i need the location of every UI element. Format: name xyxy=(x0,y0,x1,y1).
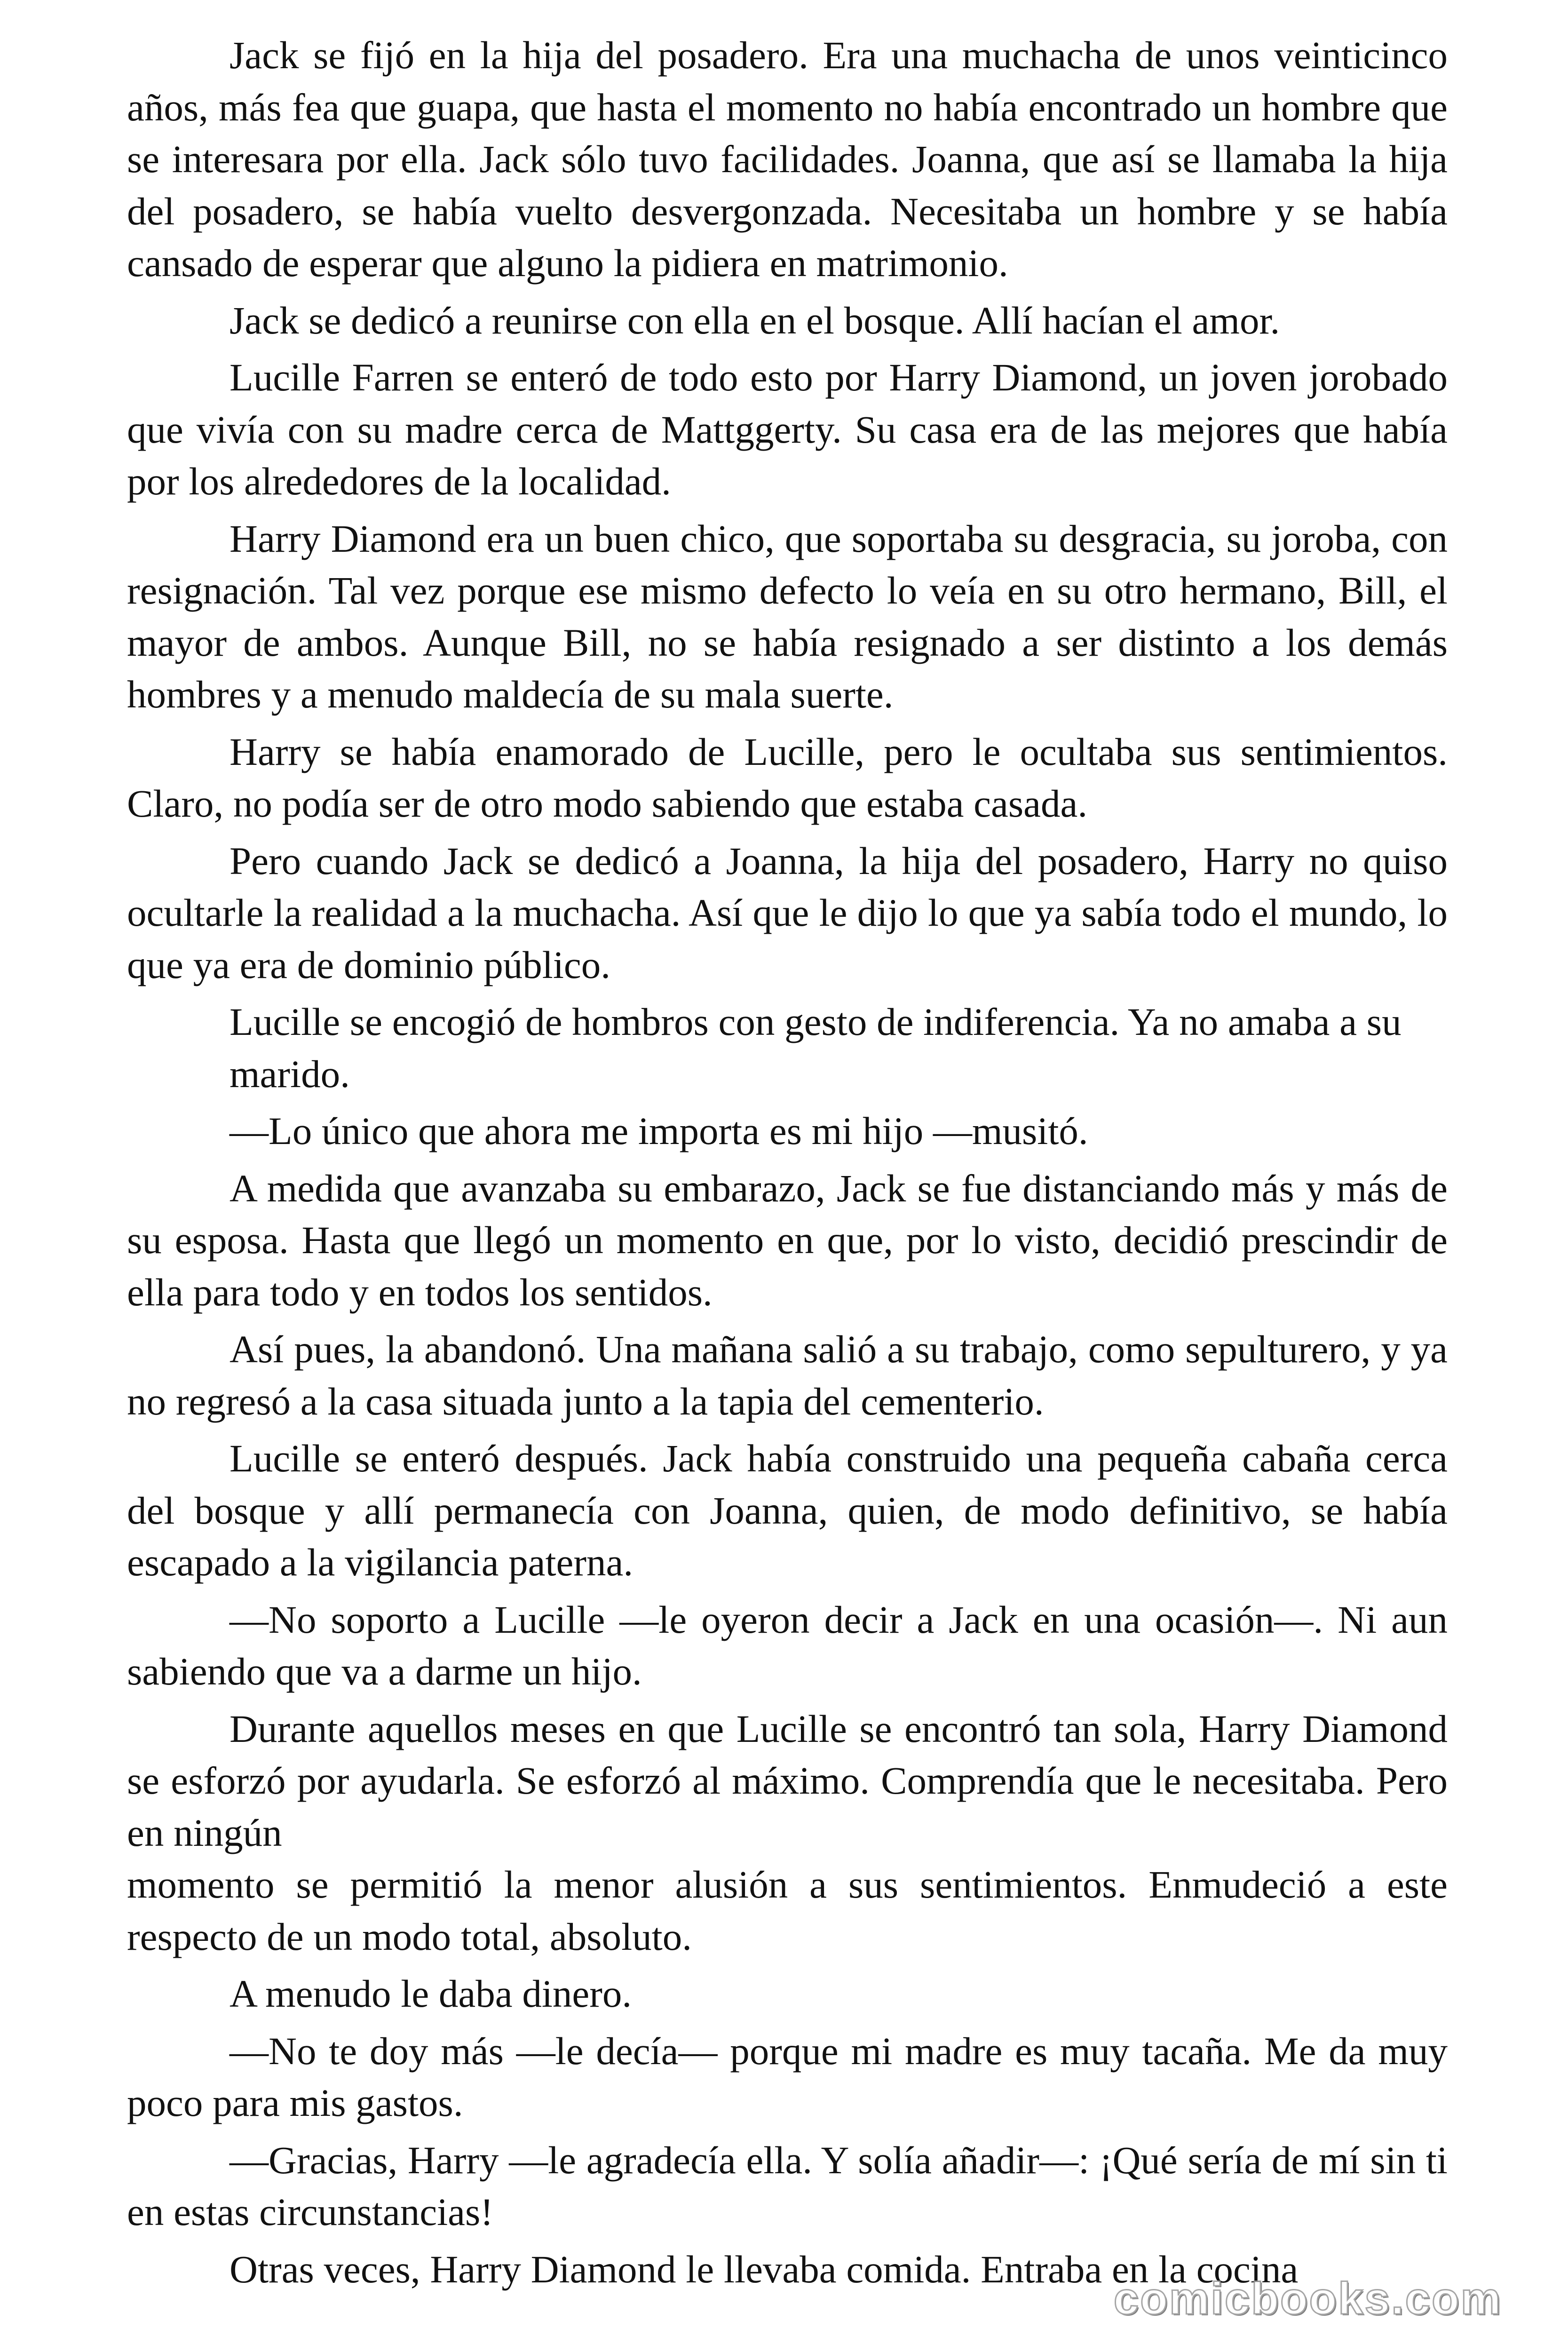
paragraph-harry-diamond-intro: Lucille Farren se enteró de todo esto por Harry Diamond, un joven jorobado que vivía con su madre cerca de Mattggerty. Su casa era de las mejores que había por los alrededores de la localidad. xyxy=(127,356,1448,503)
paragraph-cabana: Lucille se enteró después. Jack había construido una pequeña cabaña cerca del bosque y allí permanecía con Joanna, quien, de modo definitivo, se había escapado a la vigilancia paterna. xyxy=(127,1437,1448,1584)
paragraph-bosque: Jack se dedicó a reunirse con ella en el bosque. Allí hacían el amor. xyxy=(230,298,1280,342)
paragraph-indiferencia: Lucille se encogió de hombros con gesto de indiferencia. Ya no amaba a su marido. xyxy=(230,1000,1402,1096)
dialogue-no-te-doy-mas: —No te doy más —le decía— porque mi madre es muy tacaña. Me da muy poco para mis gastos. xyxy=(127,2029,1448,2124)
paragraph-embarazo: A medida que avanzaba su embarazo, Jack se fue distanciando más y más de su esposa. Hasta que llegó un momento en que, por lo visto, decidió prescindir de ella para todo y en todos los sentidos. xyxy=(127,1166,1448,1314)
dialogue-gracias-harry: —Gracias, Harry —le agradecía ella. Y solía añadir—: ¡Qué sería de mí sin ti en estas circunstancias! xyxy=(127,2138,1448,2233)
paragraph-harry-ayuda-continued: momento se permitió la menor alusión a sus sentimientos. Enmudeció a este respecto de un modo total, absoluto. xyxy=(127,1863,1448,1958)
body-text xyxy=(127,29,1448,2295)
paragraph-joanna-intro: Jack se fijó en la hija del posadero. Era una muchacha de unos veinticinco años, más fea que guapa, que hasta el momento no había encontrado un hombre que se interesara por ella. Jack sólo tuvo facilidades. Joanna, que así se llamaba la hija del posadero, se había vuelto desvergonzada. Necesitaba un hombre y se había cansado de esperar que alguno la pidiera en matrimonio. xyxy=(127,33,1448,285)
paragraph-joroba: Harry Diamond era un buen chico, que soportaba su desgracia, su joroba, con resignación. Tal vez porque ese mismo defecto lo veía en su otro hermano, Bill, el mayor de ambos. Aunque Bill, no se había resignado a ser distinto a los demás hombres y a menudo maldecía de su mala suerte. xyxy=(127,516,1448,716)
watermark-logo: comicbooks.com xyxy=(1113,2273,1502,2324)
dialogue-no-soporto: —No soporto a Lucille —le oyeron decir a Jack en una ocasión—. Ni aun sabiendo que va a darme un hijo. xyxy=(127,1597,1448,1693)
paragraph-harry-ayuda: Durante aquellos meses en que Lucille se encontró tan sola, Harry Diamond se esforzó por ayudarla. Se esforzó al máximo. Comprendía que le necesitaba. Pero en ningún xyxy=(127,1707,1448,1854)
paragraph-dinero: A menudo le daba dinero. xyxy=(230,1972,632,2015)
paragraph-comida: Otras veces, Harry Diamond le llevaba comida. Entraba en la cocina xyxy=(230,2247,1299,2291)
paragraph-abandono: Así pues, la abandonó. Una mañana salió a su trabajo, como sepulturero, y ya no regresó a la casa situada junto a la tapia del cementerio. xyxy=(127,1327,1448,1423)
paragraph-harry-le-dijo: Pero cuando Jack se dedicó a Joanna, la hija del posadero, Harry no quiso ocultarle la realidad a la muchacha. Así que le dijo lo que ya sabía todo el mundo, lo que ya era de dominio público. xyxy=(127,839,1448,986)
dialogue-mi-hijo: —Lo único que ahora me importa es mi hijo —musitó. xyxy=(230,1109,1088,1152)
paragraph-harry-enamorado: Harry se había enamorado de Lucille, pero le ocultaba sus sentimientos. Claro, no podía ser de otro modo sabiendo que estaba casada. xyxy=(127,730,1448,825)
